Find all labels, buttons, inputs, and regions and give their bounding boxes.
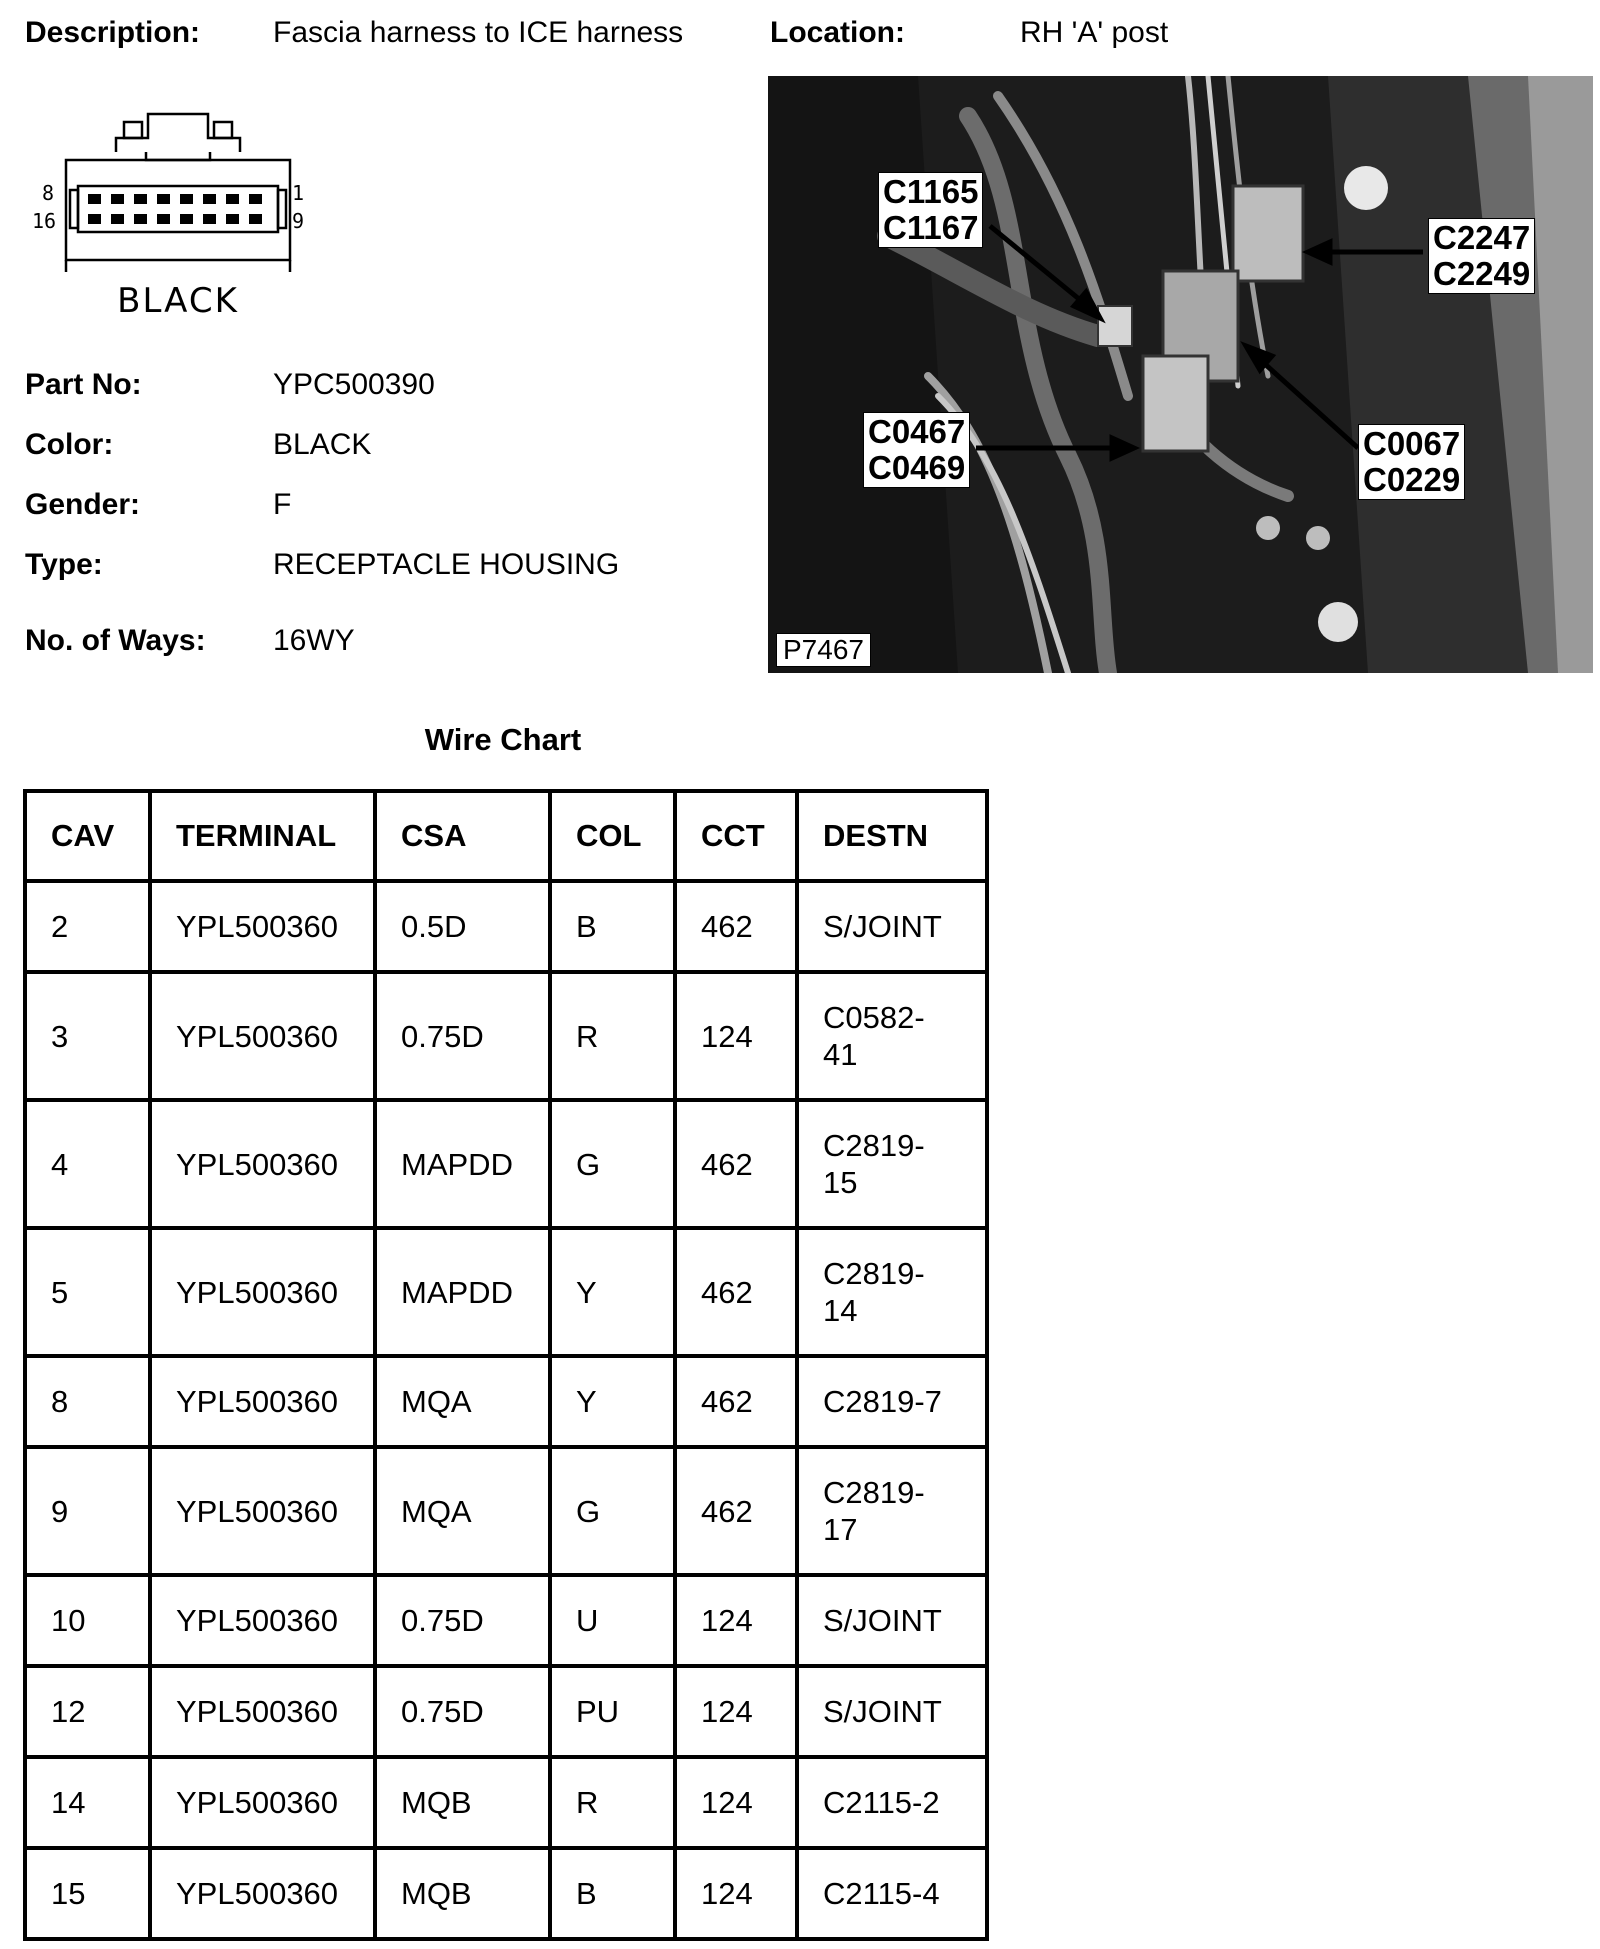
- ways-value: 16WY: [273, 624, 355, 657]
- photo-id: P7467: [776, 633, 871, 667]
- cell-csa: 0.75D: [375, 1575, 550, 1666]
- cell-destn: [797, 1757, 987, 1848]
- destn-line: C2819-7: [823, 1384, 942, 1419]
- cell-csa: MAPDD: [375, 1100, 550, 1228]
- cell-cav: 3: [25, 972, 150, 1100]
- destn-line: C2115-2: [823, 1785, 940, 1820]
- cell-csa: MAPDD: [375, 1228, 550, 1356]
- cell-csa: 0.5D: [375, 881, 550, 972]
- pin-label-9: 9: [292, 209, 305, 233]
- cell-cct: 124: [675, 972, 797, 1100]
- cell-csa: 0.75D: [375, 1666, 550, 1757]
- header-col: COL: [550, 791, 675, 881]
- cell-destn: [797, 972, 987, 1100]
- cell-terminal: YPL500360: [150, 881, 375, 972]
- cell-csa: MQB: [375, 1848, 550, 1939]
- photo-illustration: [768, 76, 1593, 673]
- destn-line: S/JOINT: [823, 909, 942, 944]
- cell-destn: [797, 1228, 987, 1356]
- cell-terminal: YPL500360: [150, 1356, 375, 1447]
- ways-label: No. of Ways:: [25, 624, 206, 657]
- cell-col: U: [550, 1575, 675, 1666]
- cell-col: B: [550, 1848, 675, 1939]
- cell-cct: 462: [675, 1356, 797, 1447]
- cell-col: R: [550, 972, 675, 1100]
- cell-terminal: YPL500360: [150, 1666, 375, 1757]
- part-no-label: Part No:: [25, 368, 142, 401]
- callout-line: C1165: [883, 173, 979, 210]
- pin-label-1: 1: [292, 181, 305, 205]
- connector-color-label: BLACK: [117, 281, 239, 321]
- callout-line: C0229: [1363, 461, 1461, 498]
- header-destn: DESTN: [797, 791, 987, 881]
- destn-line: C2819-: [823, 1128, 925, 1163]
- location-value: RH 'A' post: [1020, 16, 1169, 49]
- destn-line: C0582-: [823, 1000, 925, 1035]
- gender-label: Gender:: [25, 488, 141, 521]
- cell-col: G: [550, 1100, 675, 1228]
- cell-cct: 124: [675, 1848, 797, 1939]
- destn-line: 41: [823, 1037, 858, 1072]
- connector-face-diagram: [28, 104, 318, 324]
- destn-line: S/JOINT: [823, 1694, 942, 1729]
- cell-cav: 5: [25, 1228, 150, 1356]
- cell-csa: MQB: [375, 1757, 550, 1848]
- callout-line: C0467: [868, 413, 966, 450]
- cell-csa: MQA: [375, 1447, 550, 1575]
- header-cav: CAV: [25, 791, 150, 881]
- cell-terminal: YPL500360: [150, 1757, 375, 1848]
- cell-terminal: YPL500360: [150, 1848, 375, 1939]
- pin-label-8: 8: [42, 181, 55, 205]
- cell-terminal: YPL500360: [150, 972, 375, 1100]
- cell-cct: 124: [675, 1575, 797, 1666]
- table-row: [25, 972, 987, 1100]
- destn-line: C2819-: [823, 1475, 925, 1510]
- cell-col: G: [550, 1447, 675, 1575]
- callout-line: C0469: [868, 449, 966, 486]
- description-value: Fascia harness to ICE harness: [273, 16, 684, 49]
- callout-line: C1167: [883, 209, 979, 246]
- cell-csa: MQA: [375, 1356, 550, 1447]
- cell-terminal: YPL500360: [150, 1100, 375, 1228]
- cell-destn: [797, 1666, 987, 1757]
- table-row: [25, 881, 987, 972]
- pin-label-16: 16: [32, 209, 57, 233]
- cell-col: Y: [550, 1356, 675, 1447]
- cell-csa: 0.75D: [375, 972, 550, 1100]
- cell-col: B: [550, 881, 675, 972]
- header-csa: CSA: [375, 791, 550, 881]
- cell-cct: 462: [675, 1447, 797, 1575]
- destn-line: C2115-4: [823, 1876, 940, 1911]
- header-cct: CCT: [675, 791, 797, 881]
- cell-cav: 15: [25, 1848, 150, 1939]
- cell-destn: [797, 1848, 987, 1939]
- destn-line: S/JOINT: [823, 1603, 942, 1638]
- cell-cct: 124: [675, 1757, 797, 1848]
- type-value: RECEPTACLE HOUSING: [273, 548, 620, 581]
- gender-value: F: [273, 488, 292, 521]
- cell-terminal: YPL500360: [150, 1228, 375, 1356]
- table-header-row: [25, 791, 987, 881]
- table-row: [25, 1848, 987, 1939]
- callout-c2247-c2249: [1428, 218, 1535, 294]
- cell-cav: 10: [25, 1575, 150, 1666]
- wire-chart-table: [23, 789, 989, 1941]
- callout-line: C0067: [1363, 425, 1461, 462]
- table-row: [25, 1100, 987, 1228]
- cell-cct: 462: [675, 1100, 797, 1228]
- color-label: Color:: [25, 428, 114, 461]
- callout-c0067-c0229: [1358, 424, 1465, 500]
- cell-cav: 14: [25, 1757, 150, 1848]
- cell-cav: 9: [25, 1447, 150, 1575]
- cell-destn: [797, 1575, 987, 1666]
- table-row: [25, 1447, 987, 1575]
- cell-cct: 462: [675, 1228, 797, 1356]
- destn-line: C2819-: [823, 1256, 925, 1291]
- cell-cct: 124: [675, 1666, 797, 1757]
- color-value: BLACK: [273, 428, 372, 461]
- cell-cct: 462: [675, 881, 797, 972]
- cell-cav: 2: [25, 881, 150, 972]
- callout-line: C2249: [1433, 255, 1531, 292]
- location-photo: [768, 76, 1593, 673]
- callout-c1165-c1167: [878, 172, 983, 248]
- type-label: Type:: [25, 548, 103, 581]
- cell-col: PU: [550, 1666, 675, 1757]
- table-row: [25, 1228, 987, 1356]
- cell-terminal: YPL500360: [150, 1447, 375, 1575]
- header-terminal: TERMINAL: [150, 791, 375, 881]
- cell-terminal: YPL500360: [150, 1575, 375, 1666]
- cell-cav: 12: [25, 1666, 150, 1757]
- destn-line: 15: [823, 1165, 858, 1200]
- cell-destn: [797, 881, 987, 972]
- wire-chart-title: Wire Chart: [424, 722, 582, 757]
- location-label: Location:: [770, 16, 905, 49]
- cell-destn: [797, 1447, 987, 1575]
- cell-col: R: [550, 1757, 675, 1848]
- cell-destn: [797, 1356, 987, 1447]
- description-label: Description:: [25, 16, 201, 49]
- part-no-value: YPC500390: [273, 368, 435, 401]
- cell-cav: 8: [25, 1356, 150, 1447]
- callout-line: C2247: [1433, 219, 1531, 256]
- destn-line: 14: [823, 1293, 858, 1328]
- cell-col: Y: [550, 1228, 675, 1356]
- table-row: [25, 1356, 987, 1447]
- cell-destn: [797, 1100, 987, 1228]
- table-row: [25, 1575, 987, 1666]
- callout-c0467-c0469: [863, 412, 970, 488]
- table-row: [25, 1757, 987, 1848]
- destn-line: 17: [823, 1512, 858, 1547]
- table-row: [25, 1666, 987, 1757]
- cell-cav: 4: [25, 1100, 150, 1228]
